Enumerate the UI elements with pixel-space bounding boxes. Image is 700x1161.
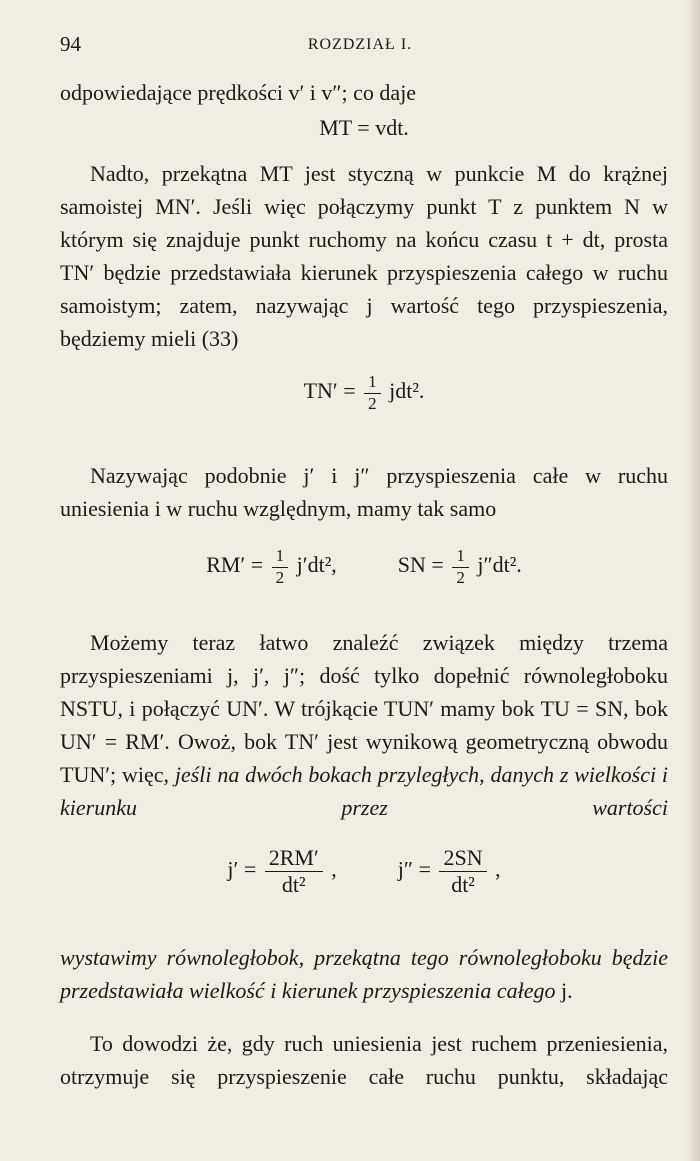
- equation-j1-left: j′ =: [227, 856, 257, 882]
- fraction-denominator: dt²: [451, 871, 475, 897]
- fraction-denominator: 2: [275, 568, 285, 588]
- fraction-numerator: 2SN: [439, 846, 486, 872]
- equation-sn-right: j″dt².: [477, 552, 522, 578]
- fraction-numerator: 1: [364, 373, 381, 394]
- equation-rm-sn: [60, 547, 668, 587]
- paragraph-5: [60, 941, 668, 1007]
- paragraph-4-italic: jeśli na dwóch bokach przyległych, danych z wielkości i kierunku przez wartości: [60, 761, 669, 820]
- paragraph-6: To dowodzi że, gdy ruch uniesienia jest ruchem przeniesienia, otrzymuje się przyspieszenie całe ruchu punktu, składając: [60, 1031, 668, 1090]
- equation-tn: [60, 373, 668, 413]
- fraction-denominator: 2: [368, 393, 377, 413]
- equation-j: [60, 846, 668, 897]
- paragraph-4-text: Możemy teraz łatwo znaleźć związek między trzema przyspieszeniami j, j′, j″; dość tylko dopełnić równoległoboku NSTU, i połączyć UN′. W trójkącie TUN′ mamy bok TU = SN, bok UN′ = RM′. Owoż, bok TN′ jest wynikową geometryczną obwodu TUN′; więc,: [60, 629, 668, 787]
- equation-tn-right: jdt².: [389, 378, 425, 404]
- fraction-numerator: 2RM′: [265, 846, 323, 872]
- fraction-denominator: dt²: [281, 871, 306, 897]
- equation-j2-left: j″ =: [397, 856, 431, 882]
- paragraph-4: [60, 626, 668, 824]
- paragraph-5-italic: wystawimy równoległobok, przekątna tego równoległoboku będzie przedstawiała wielkość i kierunek przyspieszenia całego: [60, 945, 668, 1004]
- fraction-numerator: 1: [452, 547, 469, 568]
- fraction-2sn: [439, 846, 486, 897]
- equation-j2-sep: ,: [495, 856, 501, 882]
- equation-tn-left: TN′ =: [303, 378, 356, 404]
- body-text: [60, 76, 668, 1093]
- equation-sn-left: SN =: [397, 552, 444, 578]
- fraction-half: [452, 547, 469, 587]
- fraction-2rm: [265, 846, 323, 897]
- equation-j1-sep: ,: [331, 856, 337, 882]
- fraction-numerator: 1: [272, 547, 289, 568]
- page-header: [60, 32, 660, 62]
- paragraph-3: Nazywając podobnie j′ i j″ przyspieszenia całe w ruchu uniesienia i w ruchu względnym, mamy tak samo: [60, 463, 668, 522]
- running-head: ROZDZIAŁ I.: [307, 36, 413, 53]
- fraction-half: [364, 373, 381, 413]
- equation-rm-left: RM′ =: [206, 552, 264, 578]
- equation-mt: MT = vdt.: [319, 115, 409, 140]
- equation-rm-right: j′dt²,: [296, 552, 337, 578]
- paragraph-1: odpowiedające prędkości v′ i v″; co daje: [60, 80, 417, 105]
- page-edge-shadow: [686, 0, 700, 1161]
- page-number: 94: [60, 32, 81, 56]
- paragraph-5-end: j.: [561, 978, 573, 1004]
- fraction-half: [272, 547, 289, 587]
- paragraph-2: Nadto, przekątna MT jest styczną w punkcie M do krążnej samoistej MN′. Jeśli więc połączymy punkt T z punktem N w którym się znajduje punkt ruchomy na końcu czasu t + dt, prosta TN′ będzie przedstawiała kierunek przyspieszenia całego w ruchu samoistym; zatem, nazywając j wartość tego przyspieszenia, będziemy mieli (33): [60, 161, 668, 351]
- fraction-denominator: 2: [456, 568, 465, 588]
